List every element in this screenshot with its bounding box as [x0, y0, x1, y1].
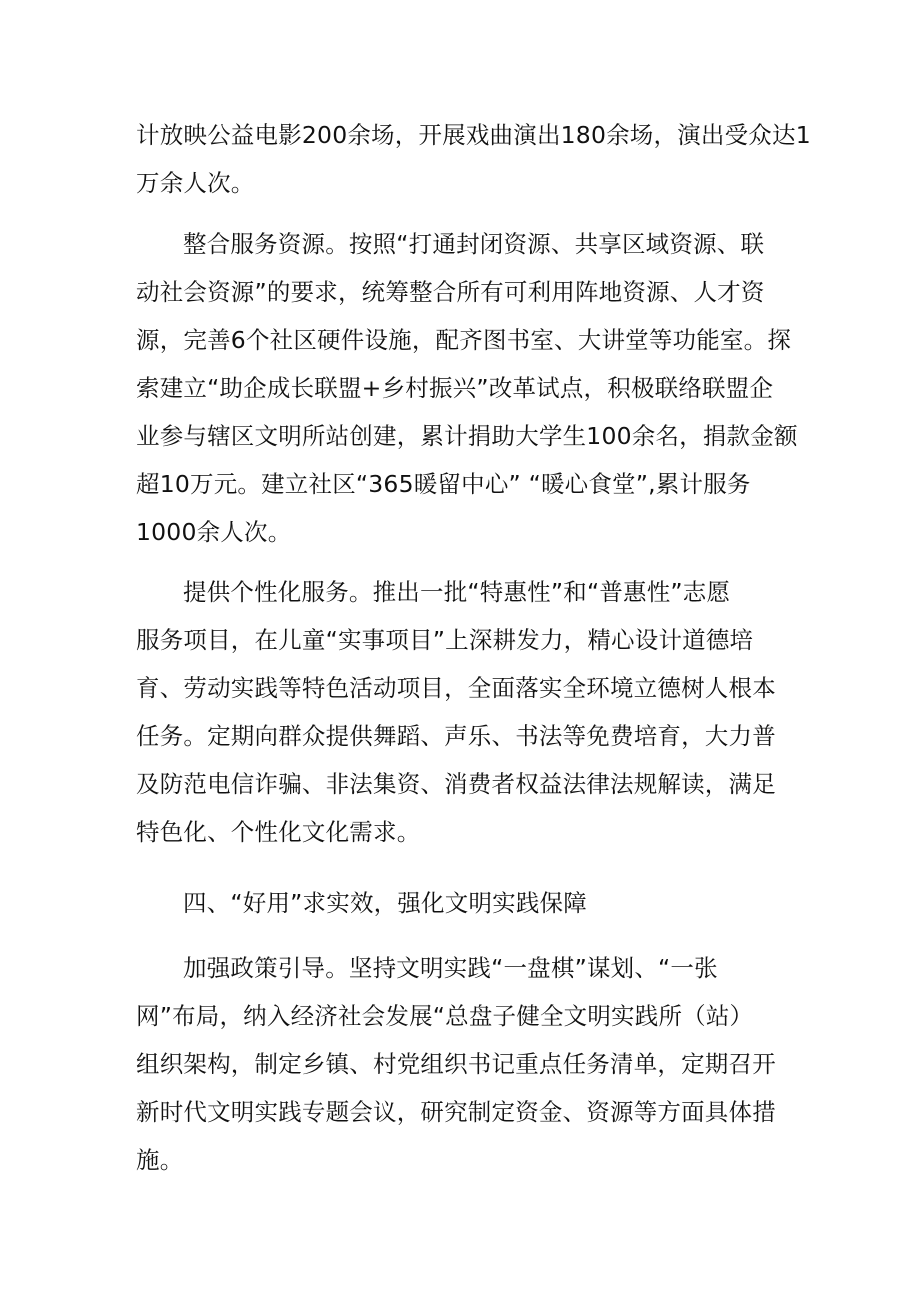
text-line: 育、劳动实践等特色活动项目，全面落实全环境立德树人根本 [136, 674, 776, 702]
text-line: 动社会资源”的要求，统筹整合所有可利用阵地资源、人才资 [136, 278, 765, 306]
text-line: 超10万元。建立社区“365暖留中心” “暖心食堂”,累计服务 [136, 470, 751, 498]
text-line: 施。 [136, 1146, 184, 1174]
text-line: 加强政策引导。坚持文明实践“一盘棋”谋划、“一张 [183, 954, 718, 982]
text-line: 及防范电信诈骗、非法集资、消费者权益法律法规解读，满足 [136, 770, 776, 798]
text-line: 计放映公益电影200余场，开展戏曲演出180余场，演出受众达1 [136, 121, 811, 149]
text-line: 源，完善6个社区硬件设施，配齐图书室、大讲堂等功能室。探 [136, 326, 792, 354]
text-line: 万余人次。 [136, 169, 255, 197]
text-line: 新时代文明实践专题会议，研究制定资金、资源等方面具体措 [136, 1098, 776, 1126]
text-line: 1000余人次。 [136, 518, 292, 546]
text-line: 任务。定期向群众提供舞蹈、声乐、书法等免费培育，大力普 [136, 722, 776, 750]
text-line: 整合服务资源。按照“打通封闭资源、共享区域资源、联 [183, 230, 765, 258]
text-line: 业参与辖区文明所站创建，累计捐助大学生100余名，捐款金额 [136, 422, 798, 450]
section-heading: 四、“好用”求实效，强化文明实践保障 [183, 889, 587, 917]
text-line: 服务项目，在儿童“实事项目”上深耕发力，精心设计道德培 [136, 626, 754, 654]
text-line: 网”布局，纳入经济社会发展“总盘子健全文明实践所（站） [136, 1002, 754, 1030]
text-line: 组织架构，制定乡镇、村党组织书记重点任务清单，定期召开 [136, 1050, 776, 1078]
text-line: 特色化、个性化文化需求。 [136, 818, 421, 846]
text-line: 索建立“助企成长联盟+乡村振兴”改革试点，积极联络联盟企 [136, 374, 774, 402]
text-line: 提供个性化服务。推出一批“特惠性”和“普惠性”志愿 [183, 578, 731, 606]
